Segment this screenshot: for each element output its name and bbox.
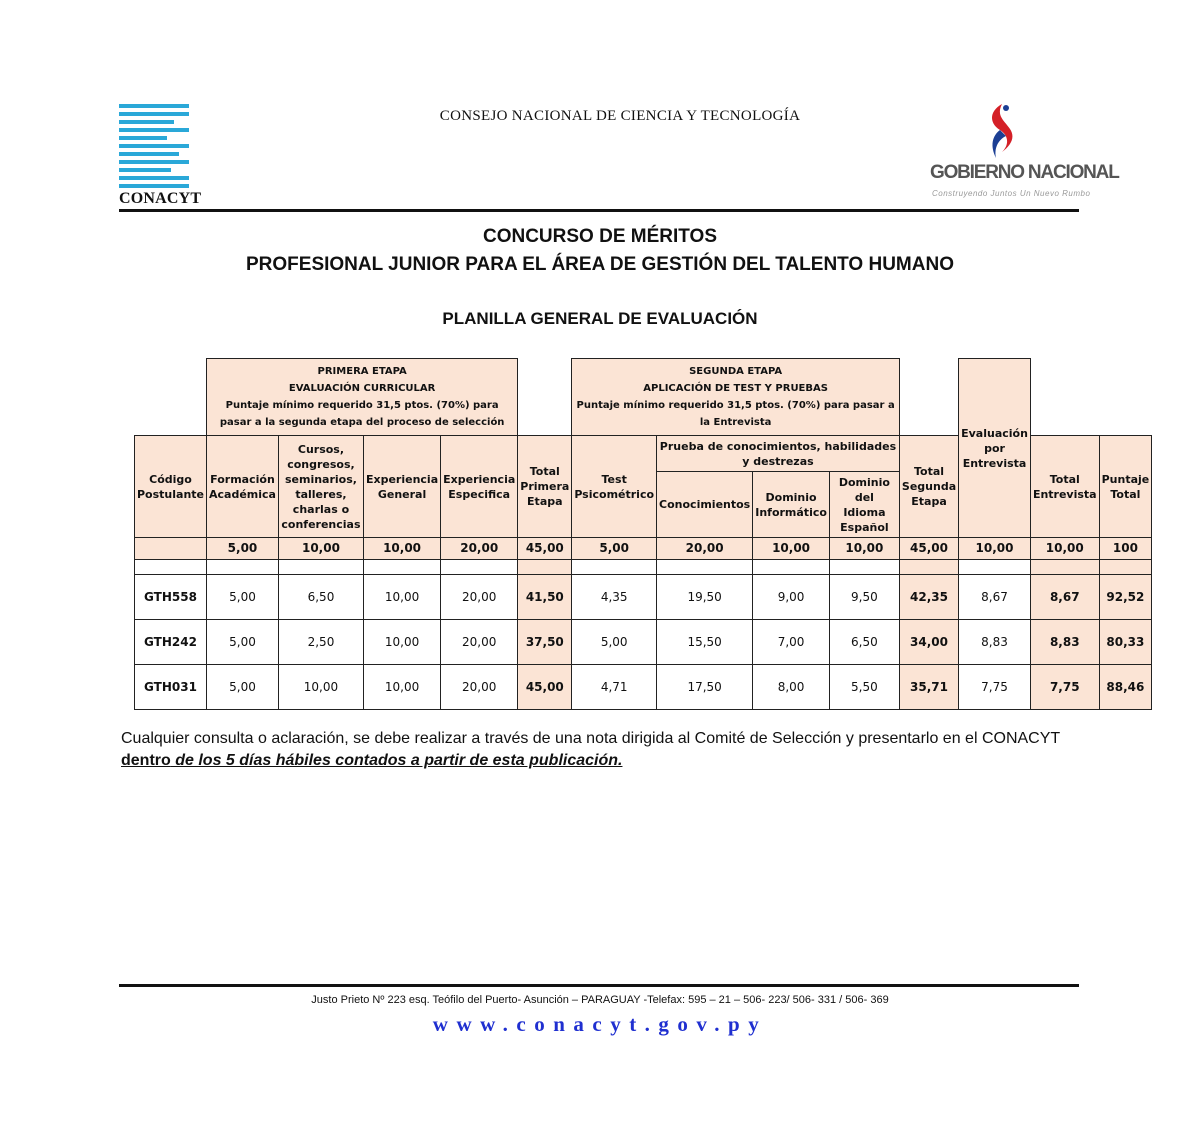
- row-cell: 5,50: [829, 665, 899, 710]
- page-title-secondary: PROFESIONAL JUNIOR PARA EL ÁREA DE GESTIÓN DEL TALENTO HUMANO: [246, 254, 954, 275]
- row-cell: 6,50: [278, 575, 363, 620]
- table-row: [135, 665, 1152, 710]
- row-cell: 5,00: [207, 575, 279, 620]
- header-prueba-group: Prueba de conocimientos, habilidades y destrezas: [657, 436, 900, 472]
- stage1-header: [207, 359, 518, 436]
- stage2-desc: APLICACIÓN DE TEST Y PRUEBAS: [643, 383, 828, 394]
- max-score-cell: 10,00: [363, 538, 440, 560]
- row-cell: 17,50: [657, 665, 753, 710]
- max-score-cell: 45,00: [518, 538, 572, 560]
- row-cell: 19,50: [657, 575, 753, 620]
- header-formacion: Formación Académica: [207, 436, 279, 538]
- row-cell: 10,00: [363, 620, 440, 665]
- row-cell: 20,00: [441, 575, 518, 620]
- row-total-entrevista: 7,75: [1030, 665, 1099, 710]
- max-score-cell: 10,00: [959, 538, 1031, 560]
- header-total-entrevista: Total Entrevista: [1030, 436, 1099, 538]
- row-puntaje-total: 92,52: [1099, 575, 1152, 620]
- row-total-entrevista: 8,83: [1030, 620, 1099, 665]
- stage1-name: PRIMERA ETAPA: [317, 366, 407, 377]
- row-cell: 10,00: [363, 665, 440, 710]
- row-total-primera: 45,00: [518, 665, 572, 710]
- max-score-cell: 10,00: [278, 538, 363, 560]
- footer-rule: [119, 984, 1079, 987]
- table-row: [135, 575, 1152, 620]
- max-score-row: [135, 538, 1152, 560]
- stage2-header: [572, 359, 900, 436]
- conacyt-logo-name: CONACYT: [119, 190, 202, 207]
- row-total-segunda: 34,00: [899, 620, 958, 665]
- row-cell: 15,50: [657, 620, 753, 665]
- header-dominio-info: Dominio Informático: [753, 472, 830, 538]
- max-score-cell: 100: [1099, 538, 1152, 560]
- row-total-primera: 41,50: [518, 575, 572, 620]
- stage-header-row: [135, 359, 1152, 436]
- row-cell: 2,50: [278, 620, 363, 665]
- sheet-title: PLANILLA GENERAL DE EVALUACIÓN: [442, 309, 758, 328]
- row-cell: 20,00: [441, 620, 518, 665]
- max-score-cell: 45,00: [899, 538, 958, 560]
- row-cell: 5,00: [572, 620, 657, 665]
- footer-address: Justo Prieto Nº 223 esq. Teófilo del Puerto- Asunción – PARAGUAY -Telefax: 595 – 21 – 506- 223/ 506- 331 / 506- 369: [311, 994, 889, 1006]
- note-emphasis-a: dentro: [121, 752, 171, 769]
- row-cell: 6,50: [829, 620, 899, 665]
- row-cell: 7,75: [959, 665, 1031, 710]
- header-rule: [119, 209, 1079, 212]
- row-cell: 4,71: [572, 665, 657, 710]
- table-row: [135, 620, 1152, 665]
- header-puntaje-total: Puntaje Total: [1099, 436, 1152, 538]
- row-cell: 10,00: [278, 665, 363, 710]
- header-exp-general: Experiencia General: [363, 436, 440, 538]
- note-line2: [121, 750, 1060, 772]
- header-eval-entrevista: Evaluación por Entrevista: [959, 359, 1031, 538]
- row-code: GTH031: [135, 665, 207, 710]
- row-code: GTH558: [135, 575, 207, 620]
- row-cell: 9,00: [753, 575, 830, 620]
- row-cell: 7,00: [753, 620, 830, 665]
- row-code: GTH242: [135, 620, 207, 665]
- header-conocimientos: Conocimientos: [657, 472, 753, 538]
- note-line1: Cualquier consulta o aclaración, se debe realizar a través de una nota dirigida al Comité de Selección y presentarlo en el CONACYT: [121, 730, 1061, 747]
- gobierno-nacional-tagline: Construyendo Juntos Un Nuevo Rumbo: [932, 189, 1091, 198]
- row-total-segunda: 35,71: [899, 665, 958, 710]
- header-codigo: Código Postulante: [135, 436, 207, 538]
- stage2-req: Puntaje mínimo requerido 31,5 ptos. (70%) para pasar a la Entrevista: [576, 400, 895, 428]
- row-cell: 9,50: [829, 575, 899, 620]
- max-score-cell: 5,00: [572, 538, 657, 560]
- row-cell: 10,00: [363, 575, 440, 620]
- header-dominio-idioma: Dominio del Idioma Español: [829, 472, 899, 538]
- stage1-req: Puntaje mínimo requerido 31,5 ptos. (70%) para pasar a la segunda etapa del proceso de selección: [219, 400, 505, 428]
- consultation-note: [121, 728, 1060, 772]
- max-score-blank: [135, 538, 207, 560]
- header-exp-especifica: Experiencia Especifica: [441, 436, 518, 538]
- gobierno-nacional-logo: [926, 100, 1119, 206]
- gobierno-nacional-name: GOBIERNO NACIONAL: [930, 162, 1119, 183]
- max-score-cell: 20,00: [657, 538, 753, 560]
- conacyt-logo-bars: [119, 104, 191, 188]
- row-cell: 5,00: [207, 665, 279, 710]
- gobierno-swoosh-icon: [980, 102, 1020, 164]
- header-total-primera: Total Primera Etapa: [518, 436, 572, 538]
- spacer-row: [135, 560, 1152, 575]
- row-puntaje-total: 88,46: [1099, 665, 1152, 710]
- row-cell: 8,83: [959, 620, 1031, 665]
- row-cell: 8,67: [959, 575, 1031, 620]
- max-score-cell: 20,00: [441, 538, 518, 560]
- stage1-desc: EVALUACIÓN CURRICULAR: [288, 383, 436, 394]
- conacyt-logo: [119, 104, 202, 207]
- row-cell: 20,00: [441, 665, 518, 710]
- row-total-primera: 37,50: [518, 620, 572, 665]
- row-cell: 8,00: [753, 665, 830, 710]
- header-cursos: Cursos, congresos, seminarios, talleres, charlas o conferencias: [278, 436, 363, 538]
- stage2-name: SEGUNDA ETAPA: [689, 366, 783, 377]
- row-puntaje-total: 80,33: [1099, 620, 1152, 665]
- footer-website-link[interactable]: www.conacyt.gov.py: [432, 1012, 768, 1036]
- header-test-psico: Test Psicométrico: [572, 436, 657, 538]
- header-total-segunda: Total Segunda Etapa: [899, 436, 958, 538]
- row-cell: 5,00: [207, 620, 279, 665]
- note-emphasis-b: de los 5 días hábiles contados a partir de esta publicación.: [170, 752, 623, 769]
- page-title: CONCURSO DE MÉRITOS: [482, 226, 717, 247]
- max-score-cell: 5,00: [207, 538, 279, 560]
- max-score-cell: 10,00: [753, 538, 830, 560]
- evaluation-table: [134, 358, 1152, 710]
- row-total-entrevista: 8,67: [1030, 575, 1099, 620]
- row-total-segunda: 42,35: [899, 575, 958, 620]
- row-cell: 4,35: [572, 575, 657, 620]
- council-name: CONSEJO NACIONAL DE CIENCIA Y TECNOLOGÍA: [439, 108, 801, 124]
- max-score-cell: 10,00: [1030, 538, 1099, 560]
- max-score-cell: 10,00: [829, 538, 899, 560]
